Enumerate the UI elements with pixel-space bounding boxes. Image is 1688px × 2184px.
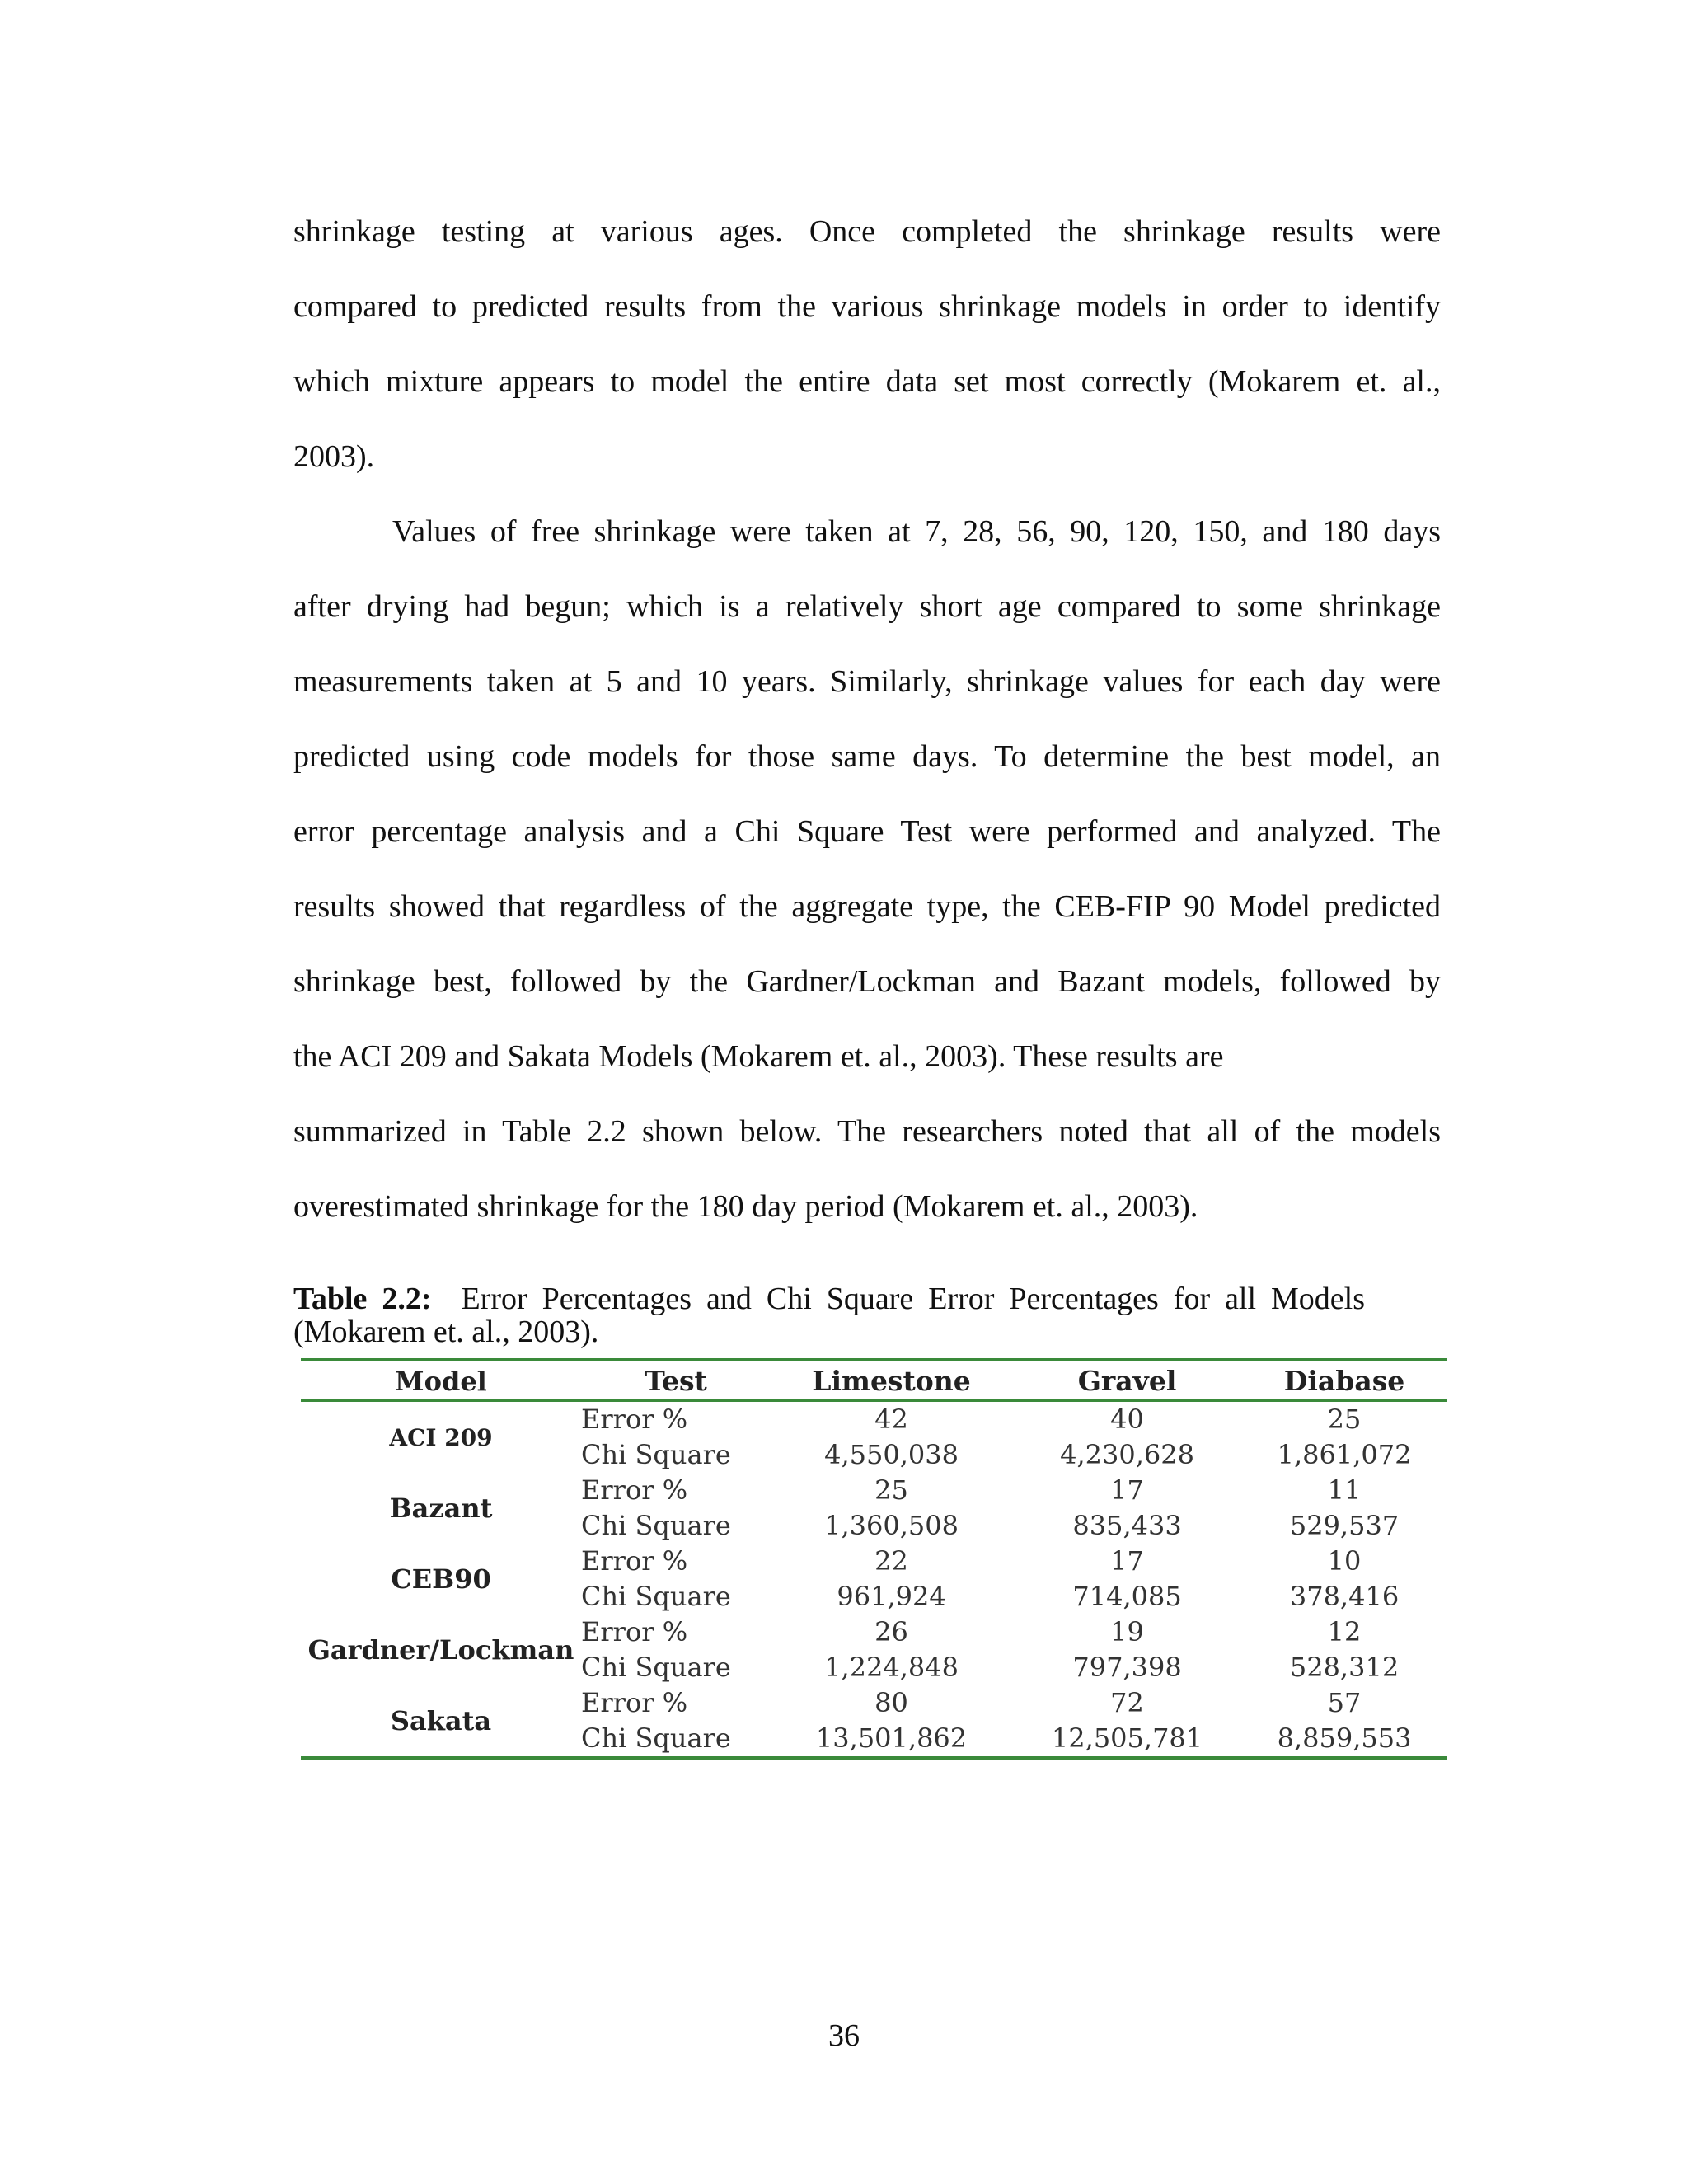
model-cell: Bazant [389,1492,493,1524]
results-table [301,1358,1447,1760]
test-cell: Error % [581,1687,688,1718]
value-cell: 797,398 [1072,1652,1182,1683]
text-line: compared to predicted results from the various shrinkage models in order to identify [293,289,1441,324]
text-line: the ACI 209 and Sakata Models (Mokarem et. al., 2003). These results are [293,1039,1224,1074]
value-cell: 72 [1110,1687,1144,1718]
table-header-row [301,1360,1447,1400]
value-cell: 714,085 [1072,1581,1182,1612]
value-cell: 25 [874,1474,908,1506]
table-row [301,1544,1447,1579]
test-cell: Chi Square [581,1439,731,1470]
value-cell: 1,224,848 [824,1652,959,1683]
page-number: 36 [828,2018,860,2053]
test-cell: Error % [581,1616,688,1647]
header-test: Test [645,1365,707,1397]
value-cell: 11 [1327,1474,1362,1506]
value-cell: 17 [1110,1474,1144,1506]
test-cell: Error % [581,1404,688,1435]
value-cell: 26 [874,1616,908,1647]
text-line: Values of free shrinkage were taken at 7, 28, 56, 90, 120, 150, and 180 days [392,514,1441,549]
test-cell: Chi Square [581,1581,731,1612]
value-cell: 528,312 [1289,1652,1400,1683]
model-cell: ACI 209 [389,1423,493,1451]
model-cell: Sakata [390,1704,492,1736]
text-line: error percentage analysis and a Chi Square Test were performed and analyzed. The [293,814,1441,849]
value-cell: 57 [1327,1687,1362,1718]
text-line: results showed that regardless of the aggregate type, the CEB-FIP 90 Model predicted [293,889,1441,924]
value-cell: 22 [874,1545,908,1577]
model-cell: CEB90 [391,1563,491,1595]
value-cell: 12,505,781 [1051,1722,1203,1754]
table-row [301,1400,1447,1437]
model-cell: Gardner/Lockman [307,1633,574,1666]
caption-text: Error Percentages and Chi Square Error Percentages for all Models [461,1282,1366,1316]
text-line: predicted using code models for those same days. To determine the best model, an [293,739,1441,774]
header-limestone: Limestone [812,1365,971,1397]
value-cell: 529,537 [1289,1510,1400,1541]
header-model: Model [395,1365,487,1397]
value-cell: 17 [1110,1545,1144,1577]
table-caption [293,1282,1365,1348]
body-text [293,194,1441,1244]
table-row [301,1685,1447,1721]
value-cell: 10 [1327,1545,1362,1577]
header-gravel: Gravel [1077,1365,1177,1397]
value-cell: 8,859,553 [1277,1722,1412,1754]
text-line: summarized in Table 2.2 shown below. The researchers noted that all of the models [293,1114,1441,1149]
table-row [301,1615,1447,1650]
value-cell: 1,360,508 [824,1510,959,1541]
value-cell: 25 [1327,1404,1362,1435]
value-cell: 835,433 [1072,1510,1182,1541]
paragraph-1 [293,194,1441,494]
text-line: shrinkage testing at various ages. Once completed the shrinkage results were [293,214,1441,249]
value-cell: 40 [1110,1404,1144,1435]
test-cell: Chi Square [581,1652,731,1683]
caption-line [293,1282,1365,1315]
test-cell: Error % [581,1545,688,1577]
value-cell: 80 [874,1687,908,1718]
value-cell: 42 [874,1404,908,1435]
caption-label: Table 2.2: [293,1282,432,1316]
results-table-container [301,1358,1447,1760]
table-row [301,1473,1447,1508]
value-cell: 12 [1327,1616,1362,1647]
value-cell: 4,230,628 [1060,1439,1194,1470]
value-cell: 378,416 [1289,1581,1400,1612]
text-line: which mixture appears to model the entire data set most correctly (Mokarem et. al., [293,364,1441,399]
value-cell: 13,501,862 [815,1722,968,1754]
paragraph-2 [293,494,1441,1244]
test-cell: Chi Square [581,1510,731,1541]
text-line: 2003). [293,439,375,474]
value-cell: 19 [1110,1616,1144,1647]
text-line: after drying had begun; which is a relatively short age compared to some shrinkage [293,589,1441,624]
value-cell: 961,924 [837,1581,946,1612]
value-cell: 1,861,072 [1277,1439,1412,1470]
text-line: measurements taken at 5 and 10 years. Similarly, shrinkage values for each day were [293,664,1441,699]
test-cell: Chi Square [581,1722,731,1754]
text-line: shrinkage best, followed by the Gardner/Lockman and Bazant models, followed by [293,964,1441,999]
header-diabase: Diabase [1283,1365,1405,1397]
value-cell: 4,550,038 [824,1439,959,1470]
caption-line: (Mokarem et. al., 2003). [293,1315,599,1349]
test-cell: Error % [581,1474,688,1506]
text-line: overestimated shrinkage for the 180 day period (Mokarem et. al., 2003). [293,1189,1198,1224]
